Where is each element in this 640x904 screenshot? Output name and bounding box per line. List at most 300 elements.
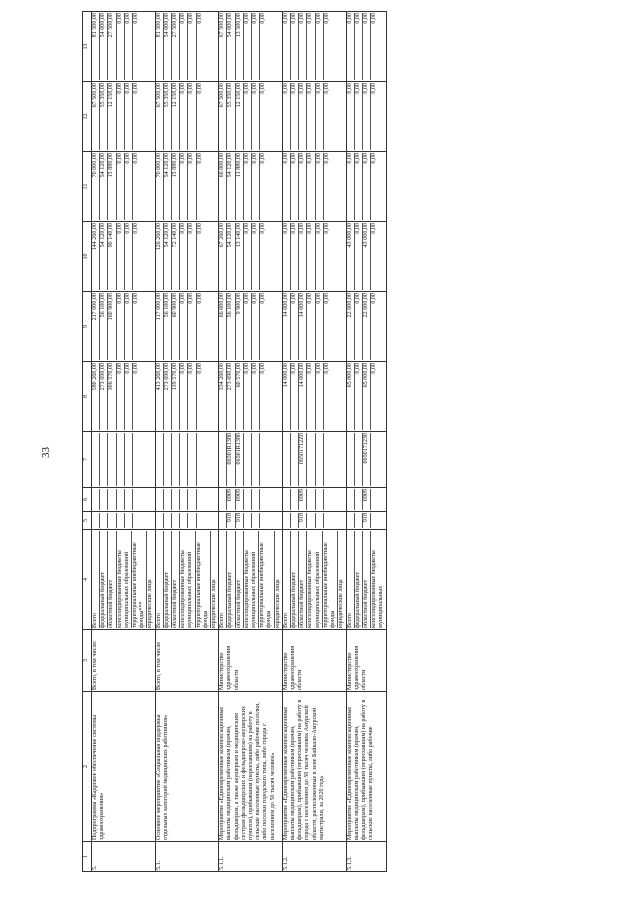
value <box>324 513 331 528</box>
value: 54 000,00 <box>227 13 235 80</box>
value <box>100 513 108 528</box>
column-header: 4 <box>83 530 92 630</box>
value: 0,00 <box>260 13 267 24</box>
value <box>291 433 299 486</box>
value: 918 <box>236 513 244 528</box>
value-cell-c13 <box>346 12 386 82</box>
value: 67 260,00 <box>219 223 227 290</box>
value <box>291 513 299 528</box>
column-header: 10 <box>83 222 92 292</box>
value: 54 120,00 <box>227 223 235 290</box>
value: 67 500,00 <box>156 83 164 150</box>
row-name: Подпрограмма «Кадровое обеспечение системы здравоохранения» <box>92 692 156 842</box>
value <box>307 433 315 486</box>
value-cell-c11 <box>92 152 156 222</box>
funding-source: областной бюджет <box>363 531 371 628</box>
value-cell-c10 <box>219 222 283 292</box>
budget-table <box>82 11 387 872</box>
value <box>180 489 188 510</box>
value-cell-c8 <box>155 362 219 432</box>
value: 0,00 <box>347 153 355 220</box>
value: 0,00 <box>299 223 307 290</box>
value-cell-c6 <box>282 488 346 512</box>
row-executor: Министерство здравоохранения области <box>282 630 346 692</box>
value: 0,00 <box>252 153 260 220</box>
value-cell-c11 <box>219 152 283 222</box>
value: 0,00 <box>180 13 188 80</box>
value: 0,00 <box>316 83 324 150</box>
value <box>291 489 299 510</box>
funding-source: консолидированные бюджеты муниципальных <box>371 550 385 628</box>
value <box>316 433 324 486</box>
value-cell-c6 <box>155 488 219 512</box>
value: 27 500,00 <box>108 13 116 80</box>
value: 56 100,00 <box>100 293 108 360</box>
value: 144 260,00 <box>92 223 100 290</box>
row-id: 5.1.3. <box>346 842 386 872</box>
value-cell-c8 <box>346 362 386 432</box>
value: 54 120,00 <box>100 223 108 290</box>
value-cell-c12 <box>92 82 156 152</box>
value-cell-c9 <box>92 292 156 362</box>
value-cell-c11 <box>155 152 219 222</box>
value: 139 570,00 <box>172 363 180 430</box>
value: 13 500,00 <box>236 13 244 80</box>
value: 0,00 <box>316 153 324 220</box>
column-header: 6 <box>83 488 92 512</box>
value: 0,00 <box>244 363 252 430</box>
funding-source: Всего <box>283 531 291 628</box>
value: 54 120,00 <box>100 153 108 220</box>
value: 0,00 <box>283 153 291 220</box>
value-cell-c13 <box>219 12 283 82</box>
value: 0,00 <box>371 293 378 304</box>
value <box>371 489 378 510</box>
value-cell-c5 <box>282 512 346 530</box>
funding-source: юридические лица <box>211 579 218 628</box>
row-id: 5.1.2. <box>282 842 346 872</box>
value: 0,00 <box>196 83 203 94</box>
value: 0,00 <box>117 153 125 220</box>
value: 0,00 <box>316 223 324 290</box>
value <box>92 433 100 486</box>
value: 70 000,00 <box>92 153 100 220</box>
value-cell-c12 <box>219 82 283 152</box>
value: 273 690,00 <box>164 363 172 430</box>
value-cell-c9 <box>282 292 346 362</box>
value: 0,00 <box>291 153 299 220</box>
value <box>125 489 133 510</box>
column-header: 11 <box>83 152 92 222</box>
value: 0,00 <box>180 363 188 430</box>
value: 217 000,00 <box>92 293 100 360</box>
value: 0,00 <box>117 223 125 290</box>
value: 0,00 <box>196 153 203 164</box>
value <box>172 433 180 486</box>
value <box>355 433 363 486</box>
funding-source: территориальные внебюджетные фонды <box>323 531 338 628</box>
value-cell-c6 <box>219 488 283 512</box>
value <box>219 489 227 510</box>
value-cell-c13 <box>155 12 219 82</box>
funding-source: Всего <box>219 531 227 628</box>
funding-source: Всего <box>156 531 164 628</box>
row-id: 5. <box>92 842 156 872</box>
value <box>244 513 252 528</box>
column-header: 5 <box>83 512 92 530</box>
value: 0,00 <box>244 83 252 150</box>
value: 65 000,00 <box>347 363 355 430</box>
value <box>100 489 108 510</box>
value <box>197 433 204 486</box>
value: 0,00 <box>371 223 378 234</box>
value: 0,00 <box>125 13 133 80</box>
column-header: 2 <box>83 692 92 842</box>
row-id: 5.1. <box>155 842 219 872</box>
value: 12 150,00 <box>108 83 116 150</box>
value <box>172 489 180 510</box>
value <box>100 433 108 486</box>
value: 0,00 <box>252 13 260 80</box>
funding-source: областной бюджет <box>299 531 307 628</box>
value: 0,00 <box>316 13 324 80</box>
value: 0,00 <box>180 83 188 150</box>
value <box>252 513 260 528</box>
value <box>347 433 355 486</box>
value: 0909 <box>299 489 307 510</box>
value: 0,00 <box>299 13 307 80</box>
value: 0,00 <box>133 363 140 374</box>
value: 0,00 <box>196 13 203 24</box>
value <box>244 433 252 486</box>
row-name: Мероприятие «Единовременные компенсационные выплаты медицинским работникам (врачам, фельдшерам), прибывшим (переехавшим) на работу в города с населением до 50 тысяч человек Амурской области, расположенные в зоне Байкало-Амурской магистрали, за 2020 год» <box>282 692 346 842</box>
value: 70 000,00 <box>156 153 164 220</box>
value-cell-c10 <box>155 222 219 292</box>
value <box>156 433 164 486</box>
value: 54 000,00 <box>164 13 172 80</box>
value: 0,00 <box>125 363 133 430</box>
value: 0,00 <box>252 363 260 430</box>
row-executor: Всего, в том числе: <box>92 630 156 692</box>
value <box>371 433 378 486</box>
value <box>244 489 252 510</box>
table-row <box>92 12 156 872</box>
value: 0909 <box>227 489 235 510</box>
funding-source: областной бюджет <box>236 531 244 628</box>
table-row <box>346 12 386 872</box>
value <box>283 433 291 486</box>
value-cell-c10 <box>282 222 346 292</box>
value <box>347 513 355 528</box>
value: 66 000,00 <box>219 293 227 360</box>
funding-source: консолидированные бюджеты муниципальных образований <box>117 531 132 628</box>
value: 0,00 <box>180 223 188 290</box>
value: 55 350,00 <box>227 83 235 150</box>
value: 0,00 <box>316 293 324 360</box>
funding-sources <box>346 530 386 630</box>
column-header: 3 <box>83 630 92 692</box>
value <box>252 433 260 486</box>
value: 0,00 <box>260 153 267 164</box>
value: 306 570,00 <box>108 363 116 430</box>
value <box>260 433 267 486</box>
value <box>92 489 100 510</box>
value <box>117 489 125 510</box>
value: 0,00 <box>133 223 140 234</box>
value: 06501712З0 <box>363 433 371 486</box>
value: 0,00 <box>291 293 299 360</box>
value: 0,00 <box>283 83 291 150</box>
value <box>133 433 140 486</box>
value: 0,00 <box>252 223 260 290</box>
value-cell-c10 <box>346 222 386 292</box>
value: 160 900,00 <box>108 293 116 360</box>
value <box>324 489 331 510</box>
value: 273 690,00 <box>100 363 108 430</box>
funding-sources <box>219 530 283 630</box>
value: 0,00 <box>125 293 133 360</box>
value: 0,00 <box>117 13 125 80</box>
value: 0,00 <box>323 363 330 374</box>
value: 0,00 <box>117 293 125 360</box>
value-cell-c9 <box>219 292 283 362</box>
row-name: Мероприятие «Единовременные компенсационные выплаты медицинским работникам (врачам, фельдшерам, а также акушеркам и медицинским сестрам фельдшерских и фельдшерско-акушерских пунктов), прибывшим (переехавшим) на работу в сельские населенные пункты, либо рабочие поселки, либо поселки городского типа, либо города с населением до 50 тысяч человек» <box>219 692 283 842</box>
column-header: 12 <box>83 82 92 152</box>
value: 0,00 <box>117 363 125 430</box>
funding-source: юридические лица <box>338 579 345 628</box>
value <box>188 513 196 528</box>
funding-source: территориальные внебюджетные фонды <box>196 531 211 628</box>
value: 9 900,00 <box>236 293 244 360</box>
value: 15 880,00 <box>172 153 180 220</box>
value: 0,00 <box>291 13 299 80</box>
value: 0,00 <box>188 153 196 220</box>
value: 0,00 <box>291 83 299 150</box>
value: 54 120,00 <box>164 153 172 220</box>
value <box>324 433 331 486</box>
value <box>92 513 100 528</box>
value: 06501R1380 <box>236 433 244 486</box>
value <box>219 433 227 486</box>
value-cell-c6 <box>346 488 386 512</box>
value <box>188 433 196 486</box>
row-executor: Министерство здравоохранения области <box>219 630 283 692</box>
value: 0,00 <box>323 83 330 94</box>
value: 56 100,00 <box>164 293 172 360</box>
value: 0,00 <box>133 153 140 164</box>
value: 334 260,00 <box>219 363 227 430</box>
value: 14 000,00 <box>283 293 291 360</box>
value: 126 260,00 <box>156 223 164 290</box>
value: 67 500,00 <box>219 13 227 80</box>
value: 06501712Z0 <box>299 433 307 486</box>
value: 0,00 <box>307 83 315 150</box>
value: 14 000,00 <box>299 293 307 360</box>
value: 0,00 <box>188 293 196 360</box>
value-cell-c12 <box>155 82 219 152</box>
value <box>172 513 180 528</box>
value: 0,00 <box>307 223 315 290</box>
column-header: 7 <box>83 432 92 488</box>
value: 413 260,00 <box>156 363 164 430</box>
funding-source: юридические лица <box>274 579 281 628</box>
funding-source: федеральный бюджет <box>100 531 108 628</box>
value <box>355 513 363 528</box>
value: 0,00 <box>244 293 252 360</box>
value <box>133 513 140 528</box>
value: 0,00 <box>283 223 291 290</box>
value: 81 500,00 <box>156 13 164 80</box>
value-cell-c13 <box>92 12 156 82</box>
value: 0,00 <box>252 83 260 150</box>
value: 0,00 <box>355 153 363 220</box>
column-header: 8 <box>83 362 92 432</box>
value-cell-c13 <box>282 12 346 82</box>
column-header: 1 <box>83 842 92 872</box>
value: 0,00 <box>133 13 140 24</box>
value: 0909 <box>363 489 371 510</box>
value: 27 500,00 <box>172 13 180 80</box>
value-cell-c7 <box>346 432 386 488</box>
value-cell-c12 <box>282 82 346 152</box>
value: 0,00 <box>363 83 371 150</box>
value <box>197 513 204 528</box>
funding-sources <box>92 530 156 630</box>
value: 0,00 <box>244 223 252 290</box>
value: 0,00 <box>355 13 363 80</box>
value: 0,00 <box>196 293 203 304</box>
value: 54 120,00 <box>164 223 172 290</box>
value: 67 500,00 <box>92 83 100 150</box>
table-row <box>282 12 346 872</box>
value <box>108 489 116 510</box>
column-header: 9 <box>83 292 92 362</box>
value: 14 000,00 <box>299 363 307 430</box>
value: 580 260,00 <box>92 363 100 430</box>
value: 0,00 <box>260 223 267 234</box>
value: 0,00 <box>244 153 252 220</box>
value: 0,00 <box>363 153 371 220</box>
value: 0,00 <box>260 363 267 374</box>
value: 273 690,00 <box>227 363 235 430</box>
funding-source: Всего <box>347 531 355 628</box>
funding-source: консолидированные бюджеты муниципальных образований <box>307 531 322 628</box>
funding-source: федеральный бюджет <box>291 531 299 628</box>
table-row <box>219 12 283 872</box>
value: 117 000,00 <box>156 293 164 360</box>
value: 0,00 <box>180 153 188 220</box>
value <box>219 513 227 528</box>
funding-source: областной бюджет <box>172 531 180 628</box>
value: 13 140,00 <box>236 223 244 290</box>
value: 0,00 <box>307 293 315 360</box>
value: 0,00 <box>188 83 196 150</box>
value: 60 570,00 <box>236 363 244 430</box>
funding-source: территориальные внебюджетные фонды*** <box>132 531 147 628</box>
value: 60 900,00 <box>172 293 180 360</box>
value: 0,00 <box>307 153 315 220</box>
page-number: 33 <box>40 447 52 458</box>
table-body <box>92 12 387 872</box>
value <box>260 513 267 528</box>
value <box>125 433 133 486</box>
value <box>316 513 324 528</box>
value <box>117 433 125 486</box>
value: 0,00 <box>323 293 330 304</box>
value: 22 000,00 <box>363 293 371 360</box>
value <box>117 513 125 528</box>
value: 0,00 <box>244 13 252 80</box>
row-id: 5.1.1. <box>219 842 283 872</box>
value-cell-c6 <box>92 488 156 512</box>
value-cell-c7 <box>92 432 156 488</box>
value-cell-c9 <box>346 292 386 362</box>
value-cell-c7 <box>282 432 346 488</box>
value-cell-c5 <box>92 512 156 530</box>
value <box>180 513 188 528</box>
value: 0,00 <box>307 363 315 430</box>
value: 0,00 <box>363 13 371 80</box>
value: 918 <box>363 513 371 528</box>
value <box>164 489 172 510</box>
funding-source: юридические лица <box>147 579 154 628</box>
value-cell-c12 <box>346 82 386 152</box>
value: 0,00 <box>371 363 378 374</box>
value: 0,00 <box>371 153 378 164</box>
value: 0,00 <box>307 13 315 80</box>
value: 0,00 <box>316 363 324 430</box>
value-cell-c11 <box>346 152 386 222</box>
value: 0,00 <box>125 153 133 220</box>
value: 0,00 <box>323 223 330 234</box>
funding-sources <box>155 530 219 630</box>
value: 90 140,00 <box>108 223 116 290</box>
value: 55 350,00 <box>100 83 108 150</box>
value: 0909 <box>236 489 244 510</box>
value <box>133 489 140 510</box>
value: 918 <box>299 513 307 528</box>
value: 0,00 <box>291 223 299 290</box>
value <box>188 489 196 510</box>
value <box>180 433 188 486</box>
value: 67 500,00 <box>219 83 227 150</box>
row-name: Основное мероприятие «Социальная поддержка отдельных категорий медицинских работников» <box>155 692 219 842</box>
value: 0,00 <box>133 293 140 304</box>
value: 0,00 <box>180 293 188 360</box>
value: 43 000,00 <box>347 223 355 290</box>
value: 918 <box>227 513 235 528</box>
value: 0,00 <box>117 83 125 150</box>
value: 0,00 <box>355 223 363 290</box>
value: 0,00 <box>323 153 330 164</box>
funding-source: федеральный бюджет <box>355 531 363 628</box>
value-cell-c11 <box>282 152 346 222</box>
value: 0,00 <box>355 363 363 430</box>
value: 54 000,00 <box>100 13 108 80</box>
value <box>164 513 172 528</box>
funding-source: консолидированные бюджеты муниципальных образований <box>180 531 195 628</box>
funding-source: областной бюджет <box>108 531 116 628</box>
value <box>283 513 291 528</box>
value: 72 140,00 <box>172 223 180 290</box>
value: 0,00 <box>125 83 133 150</box>
column-header: 13 <box>83 12 92 82</box>
row-executor: Всего, в том числе <box>155 630 219 692</box>
value: 0,00 <box>371 13 378 24</box>
value <box>316 489 324 510</box>
value: 55 350,00 <box>164 83 172 150</box>
funding-source: федеральный бюджет <box>164 531 172 628</box>
